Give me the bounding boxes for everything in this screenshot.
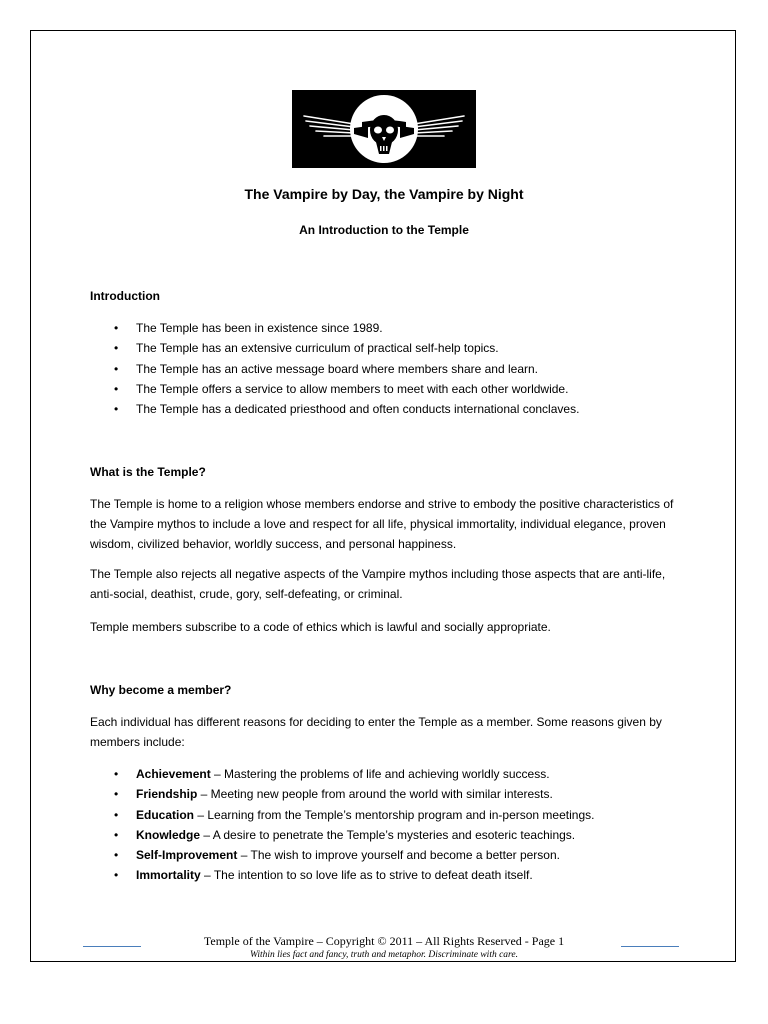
list-item: • The Temple offers a service to allow members to meet with each other worldwide. xyxy=(90,379,579,399)
bullet-icon: • xyxy=(114,402,119,417)
list-item: • Achievement – Mastering the problems of life and achieving worldly success. xyxy=(90,764,594,784)
list-item: • The Temple has an active message board where members share and learn. xyxy=(90,359,579,379)
list-item: • The Temple has a dedicated priesthood and often conducts international conclaves. xyxy=(90,399,579,419)
what-is-paragraph-2: The Temple also rejects all negative aspects of the Vampire mythos including those aspects that are anti-life, anti-social, deathist, crude, gory, self-defeating, or criminal. xyxy=(90,567,666,601)
bullet-icon: • xyxy=(114,787,119,802)
why-member-intro: Each individual has different reasons for deciding to enter the Temple as a member. Some reasons given by members include: xyxy=(90,715,662,749)
why-member-heading: Why become a member? xyxy=(90,683,232,697)
introduction-list xyxy=(90,318,579,419)
list-item: • Knowledge – A desire to penetrate the Temple’s mysteries and esoteric teachings. xyxy=(90,825,594,845)
reason-term: Friendship xyxy=(136,787,198,802)
bullet-icon: • xyxy=(114,807,119,822)
bullet-icon: • xyxy=(114,321,119,335)
reason-term: Knowledge xyxy=(136,827,201,842)
list-item: • Education – Learning from the Temple’s mentorship program and in-person meetings. xyxy=(90,805,594,825)
temple-logo xyxy=(292,90,476,168)
reason-term: Immortality xyxy=(136,868,201,883)
list-item: • The Temple has an extensive curriculum of practical self-help topics. xyxy=(90,338,579,358)
what-is-paragraph-3: Temple members subscribe to a code of ethics which is lawful and socially appropriate. xyxy=(90,620,551,634)
bullet-icon: • xyxy=(114,381,119,396)
bullet-icon: • xyxy=(114,361,119,376)
reason-term: Self-Improvement xyxy=(136,848,238,863)
bullet-icon: • xyxy=(114,767,119,781)
list-item: • Friendship – Meeting new people from around the world with similar interests. xyxy=(90,784,594,804)
document-title: The Vampire by Day, the Vampire by Night xyxy=(244,186,524,202)
list-item: • Self-Improvement – The wish to improve yourself and become a better person. xyxy=(90,845,594,865)
footer-note: Within lies fact and fancy, truth and metaphor. Discriminate with care. xyxy=(249,950,518,960)
introduction-heading: Introduction xyxy=(90,289,160,303)
what-is-heading: What is the Temple? xyxy=(90,465,206,479)
bullet-icon: • xyxy=(114,868,119,883)
document-subtitle: An Introduction to the Temple xyxy=(299,223,469,237)
reason-term: Education xyxy=(136,807,195,822)
what-is-paragraph-1: The Temple is home to a religion whose members endorse and strive to embody the positive characteristics of the Vampire mythos to include a love and respect for all life, physical immortality, individual elegance, proven wisdom, civilized behavior, worldly success, and personal happiness. xyxy=(90,497,674,551)
bullet-icon: • xyxy=(114,341,119,356)
bullet-icon: • xyxy=(114,848,119,863)
footer-copyright: Temple of the Vampire – Copyright © 2011 – All Rights Reserved - Page 1 xyxy=(203,934,565,948)
list-item: • Immortality – The intention to so love life as to strive to defeat death itself. xyxy=(90,865,594,885)
reasons-list xyxy=(90,764,594,886)
bullet-icon: • xyxy=(114,827,119,842)
reason-term: Achievement xyxy=(136,767,211,781)
list-item: • The Temple has been in existence since 1989. xyxy=(90,318,579,338)
